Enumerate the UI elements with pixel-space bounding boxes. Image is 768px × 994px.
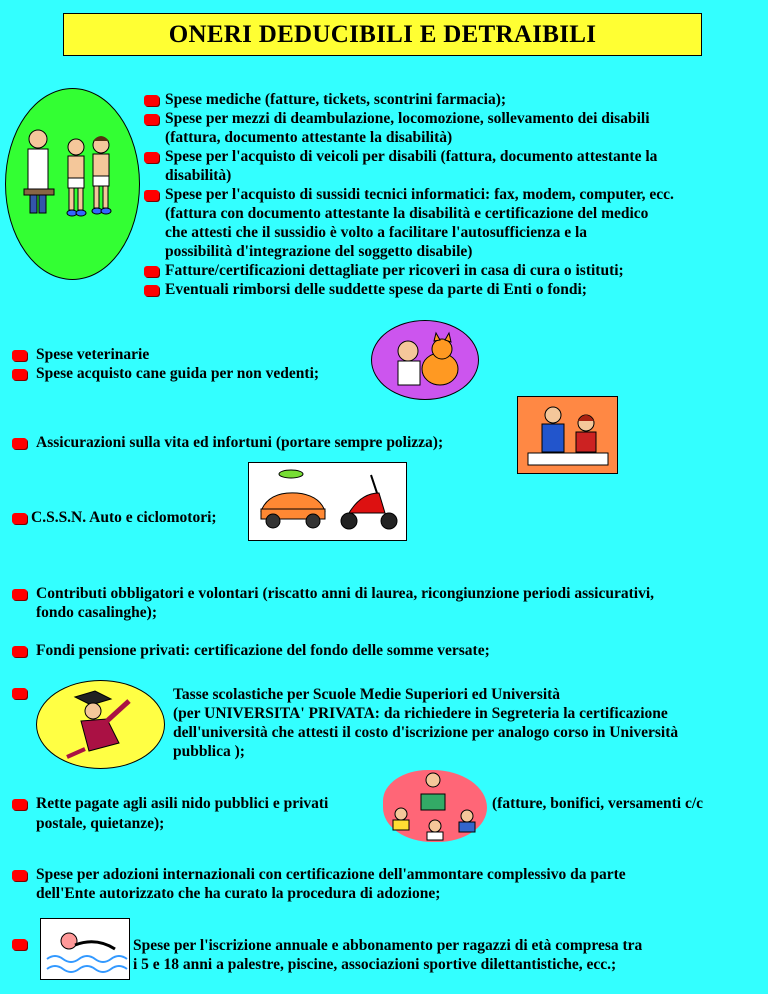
graduate-clipart (36, 680, 165, 769)
bullet-icon (144, 95, 159, 106)
nursery-item-right: (fatture, bonifici, versamenti c/c (492, 795, 704, 812)
swimmer-clipart (40, 918, 130, 980)
bullet-icon (12, 870, 27, 881)
nursery-item: Rette pagate agli asili nido pubblici e privati (36, 795, 329, 812)
pension-item: Fondi pensione privati: certificazione del fondo delle somme versate; (36, 642, 490, 659)
medical-item-4-cont1: (fattura con documento attestante la disabilità e certificazione del medico (165, 205, 649, 222)
bullet-icon (144, 152, 159, 163)
medical-item-6: Eventuali rimborsi delle suddette spese da parte di Enti o fondi; (165, 281, 587, 298)
medical-item-4-cont2: che attesti che il sussidio è volto a facilitare l'autosufficienza e la (165, 224, 588, 241)
medical-item-4-cont3: possibilità d'integrazione del soggetto disabile) (165, 243, 473, 260)
bullet-icon (12, 646, 27, 657)
contributions-item: Contributi obbligatori e volontari (riscatto anni di laurea, ricongiunzione periodi assicurativi, (36, 585, 654, 602)
school-item-cont3: pubblica ); (173, 743, 245, 760)
children-reading-clipart (383, 770, 487, 842)
vet-cat-clipart (371, 320, 479, 400)
sports-item: Spese per l'iscrizione annuale e abbonamento per ragazzi di età compresa tra (133, 937, 643, 954)
nursery-item-cont: postale, quietanze); (36, 815, 165, 832)
bullet-icon (12, 438, 27, 449)
bullet-icon (144, 190, 159, 201)
doctor-children-clipart (5, 88, 140, 280)
medical-item-4: Spese per l'acquisto di sussidi tecnici informatici: fax, modem, computer, ecc. (165, 186, 674, 203)
page-title-box (63, 13, 702, 56)
medical-item-2-cont: (fattura, documento attestante la disabilità) (165, 129, 453, 146)
insurance-item: Assicurazioni sulla vita ed infortuni (portare sempre polizza); (36, 434, 444, 451)
adoption-item: Spese per adozioni internazionali con certificazione dell'ammontare complessivo da parte (36, 866, 626, 883)
school-item-cont2: dell'università che attesti il costo d'iscrizione per analogo corso in Università (173, 724, 679, 741)
page-title: ONERI DEDUCIBILI E DETRAIBILI (168, 20, 597, 48)
school-item-cont1: (per UNIVERSITA' PRIVATA: da richiedere in Segreteria la certificazione (173, 705, 668, 722)
contributions-item-cont: fondo casalinghe); (36, 604, 157, 621)
doctor-icon (6, 89, 139, 279)
vet-item-2: Spese acquisto cane guida per non vedenti; (36, 365, 320, 382)
bullet-icon (12, 589, 27, 600)
adoption-item-cont: dell'Ente autorizzato che ha curato la procedura di adozione; (36, 885, 441, 902)
cat-icon (372, 321, 478, 399)
car-scooter-clipart (248, 462, 407, 541)
medical-item-5: Fatture/certificazioni dettagliate per ricoveri in casa di cura o istituti; (165, 262, 624, 279)
bullet-icon (12, 688, 27, 699)
bullet-icon (144, 114, 159, 125)
sports-item-cont: i 5 e 18 anni a palestre, piscine, associazioni sportive dilettantistiche, ecc.; (133, 956, 617, 973)
bullet-icon (12, 350, 27, 361)
bullet-icon (12, 513, 27, 524)
medical-item-1: Spese mediche (fatture, tickets, scontrini farmacia); (165, 91, 507, 108)
swimmer-icon (41, 919, 129, 979)
office-icon (518, 397, 617, 473)
cssn-item: C.S.S.N. Auto e ciclomotori; (31, 509, 217, 526)
bullet-icon (12, 369, 27, 380)
vet-item-1: Spese veterinarie (36, 346, 150, 363)
graduate-icon (37, 681, 164, 768)
bullet-icon (12, 939, 27, 950)
medical-item-3: Spese per l'acquisto di veicoli per disabili (fattura, documento attestante la (165, 148, 658, 165)
office-couple-clipart (517, 396, 618, 474)
medical-item-3-cont: disabilità) (165, 167, 232, 184)
medical-item-2: Spese per mezzi di deambulazione, locomozione, sollevamento dei disabili (165, 110, 650, 127)
bullet-icon (12, 799, 27, 810)
bullet-icon (144, 266, 159, 277)
car-icon (249, 463, 406, 540)
bullet-icon (144, 285, 159, 296)
school-item: Tasse scolastiche per Scuole Medie Superiori ed Università (173, 686, 561, 703)
children-icon (383, 770, 487, 842)
